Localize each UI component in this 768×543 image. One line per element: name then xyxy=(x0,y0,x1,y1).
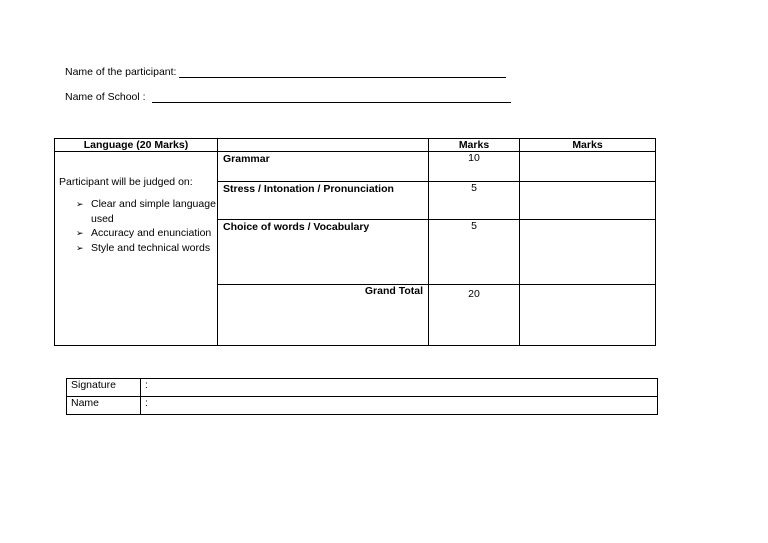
signature-label: Signature xyxy=(67,379,141,397)
list-item: ➢ Style and technical words xyxy=(76,241,211,254)
signature-table xyxy=(66,378,658,415)
participant-name-field[interactable] xyxy=(65,66,506,78)
criterion-name: Choice of words / Vocabulary xyxy=(218,220,429,284)
table-row xyxy=(67,379,658,397)
list-item: ➢ Accuracy and enunciation xyxy=(76,227,212,240)
name-label: Name xyxy=(67,397,141,415)
criterion-name: Stress / Intonation / Pronunciation xyxy=(218,182,429,220)
table-row xyxy=(55,152,656,182)
table-row xyxy=(67,397,658,415)
judged-intro: Participant will be judged on: xyxy=(59,176,193,189)
awarded-total-cell[interactable] xyxy=(520,284,656,345)
list-item: ➢ Clear and simple language used xyxy=(76,198,216,225)
signature-field[interactable]: : xyxy=(141,379,658,397)
criterion-marks: 10 xyxy=(429,152,520,182)
rubric-header-row xyxy=(55,139,656,152)
grand-total-label: Grand Total xyxy=(218,284,429,345)
awarded-marks-cell[interactable] xyxy=(520,152,656,182)
criterion-marks: 5 xyxy=(429,220,520,284)
awarded-marks-cell[interactable] xyxy=(520,182,656,220)
school-name-label: Name of School : xyxy=(65,91,146,103)
rubric-table xyxy=(54,138,656,346)
arrow-bullet-icon: ➢ xyxy=(76,228,84,239)
criterion-name: Grammar xyxy=(218,152,429,182)
name-field[interactable]: : xyxy=(141,397,658,415)
criterion-marks: 5 xyxy=(429,182,520,220)
awarded-marks-header: Marks xyxy=(520,139,656,152)
marks-header: Marks xyxy=(429,139,520,152)
judged-list xyxy=(59,197,217,255)
arrow-bullet-icon: ➢ xyxy=(76,242,84,253)
grand-total-value: 20 xyxy=(429,284,520,345)
judging-criteria-cell xyxy=(55,152,218,346)
participant-name-label: Name of the participant: xyxy=(65,66,177,78)
participant-name-line[interactable] xyxy=(179,67,506,78)
school-name-field[interactable] xyxy=(65,91,511,103)
awarded-marks-cell[interactable] xyxy=(520,220,656,284)
criteria-header xyxy=(218,139,429,152)
language-header: Language (20 Marks) xyxy=(55,139,218,152)
arrow-bullet-icon: ➢ xyxy=(76,199,84,210)
school-name-line[interactable] xyxy=(152,92,511,103)
